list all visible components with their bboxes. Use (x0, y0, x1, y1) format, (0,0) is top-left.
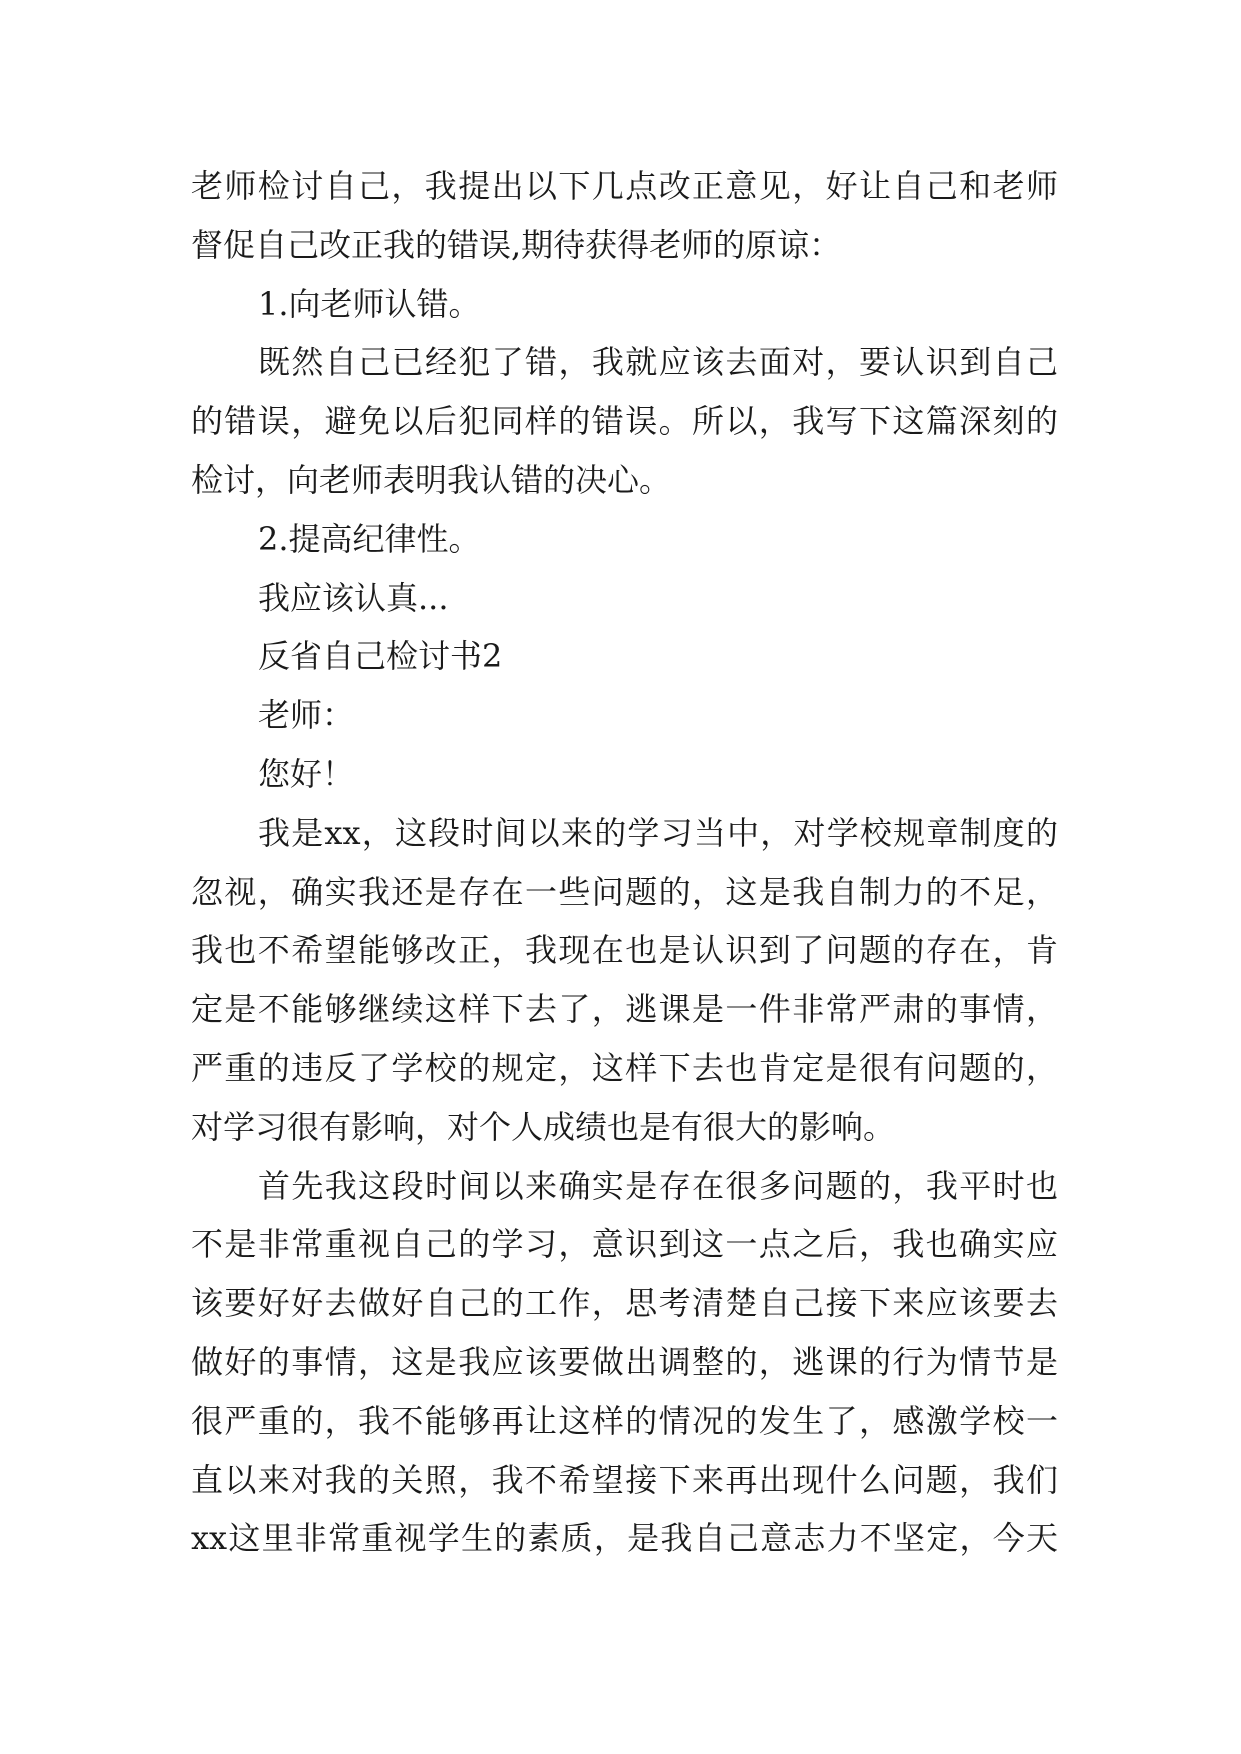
text-line: 我是xx，这段时间以来的学习当中，对学校规章制度的 (258, 813, 1058, 852)
text-line: 1.向老师认错。 (258, 284, 481, 323)
text-line: 做好的事情，这是我应该要做出调整的，逃课的行为情节是 (191, 1342, 1058, 1381)
paragraph (191, 1157, 1058, 1569)
list-item-heading (191, 275, 1058, 334)
text-line: 的错误，避免以后犯同样的错误。所以，我写下这篇深刻的 (191, 402, 1058, 441)
text-line: 该要好好去做好自己的工作，思考清楚自己接下来应该要去 (191, 1284, 1058, 1323)
text-line: 2.提高纪律性。 (258, 519, 481, 558)
paragraph (191, 804, 1058, 1157)
document-body (191, 157, 1058, 1568)
text-line: 您好！ (258, 754, 355, 793)
text-line: 反省自己检讨书2 (258, 637, 503, 676)
paragraph (191, 569, 1058, 628)
text-line: 严重的违反了学校的规定，这样下去也肯定是很有问题的， (191, 1048, 1058, 1087)
text-line: 我也不希望能够改正，我现在也是认识到了问题的存在，肯 (191, 931, 1058, 970)
text-line: 老师检讨自己，我提出以下几点改正意见，好让自己和老师 (191, 167, 1058, 205)
text-line: 直以来对我的关照，我不希望接下来再出现什么问题，我们 (191, 1460, 1058, 1499)
paragraph (191, 157, 1058, 275)
text-line: 忽视，确实我还是存在一些问题的，这是我自制力的不足， (191, 872, 1058, 911)
section-title (191, 627, 1058, 686)
text-line: 不是非常重视自己的学习，意识到这一点之后，我也确实应 (191, 1225, 1058, 1264)
text-line: 很严重的，我不能够再让这样的情况的发生了，感激学校一 (191, 1401, 1058, 1440)
text-line: 检讨，向老师表明我认错的决心。 (191, 460, 672, 499)
text-line: 既然自己已经犯了错，我就应该去面对，要认识到自己 (258, 343, 1058, 382)
text-line: 督促自己改正我的错误,期待获得老师的原谅： (191, 225, 842, 264)
text-line: xx这里非常重视学生的素质，是我自己意志力不坚定，今天 (191, 1519, 1058, 1558)
text-line: 首先我这段时间以来确实是存在很多问题的，我平时也 (258, 1166, 1058, 1205)
paragraph (191, 333, 1058, 509)
text-line: 我应该认真... (258, 578, 449, 617)
text-line: 老师： (258, 696, 355, 735)
salutation (191, 686, 1058, 745)
greeting (191, 745, 1058, 804)
text-line: 对学习很有影响，对个人成绩也是有很大的影响。 (191, 1107, 896, 1146)
list-item-heading (191, 510, 1058, 569)
text-line: 定是不能够继续这样下去了，逃课是一件非常严肃的事情， (191, 990, 1058, 1029)
